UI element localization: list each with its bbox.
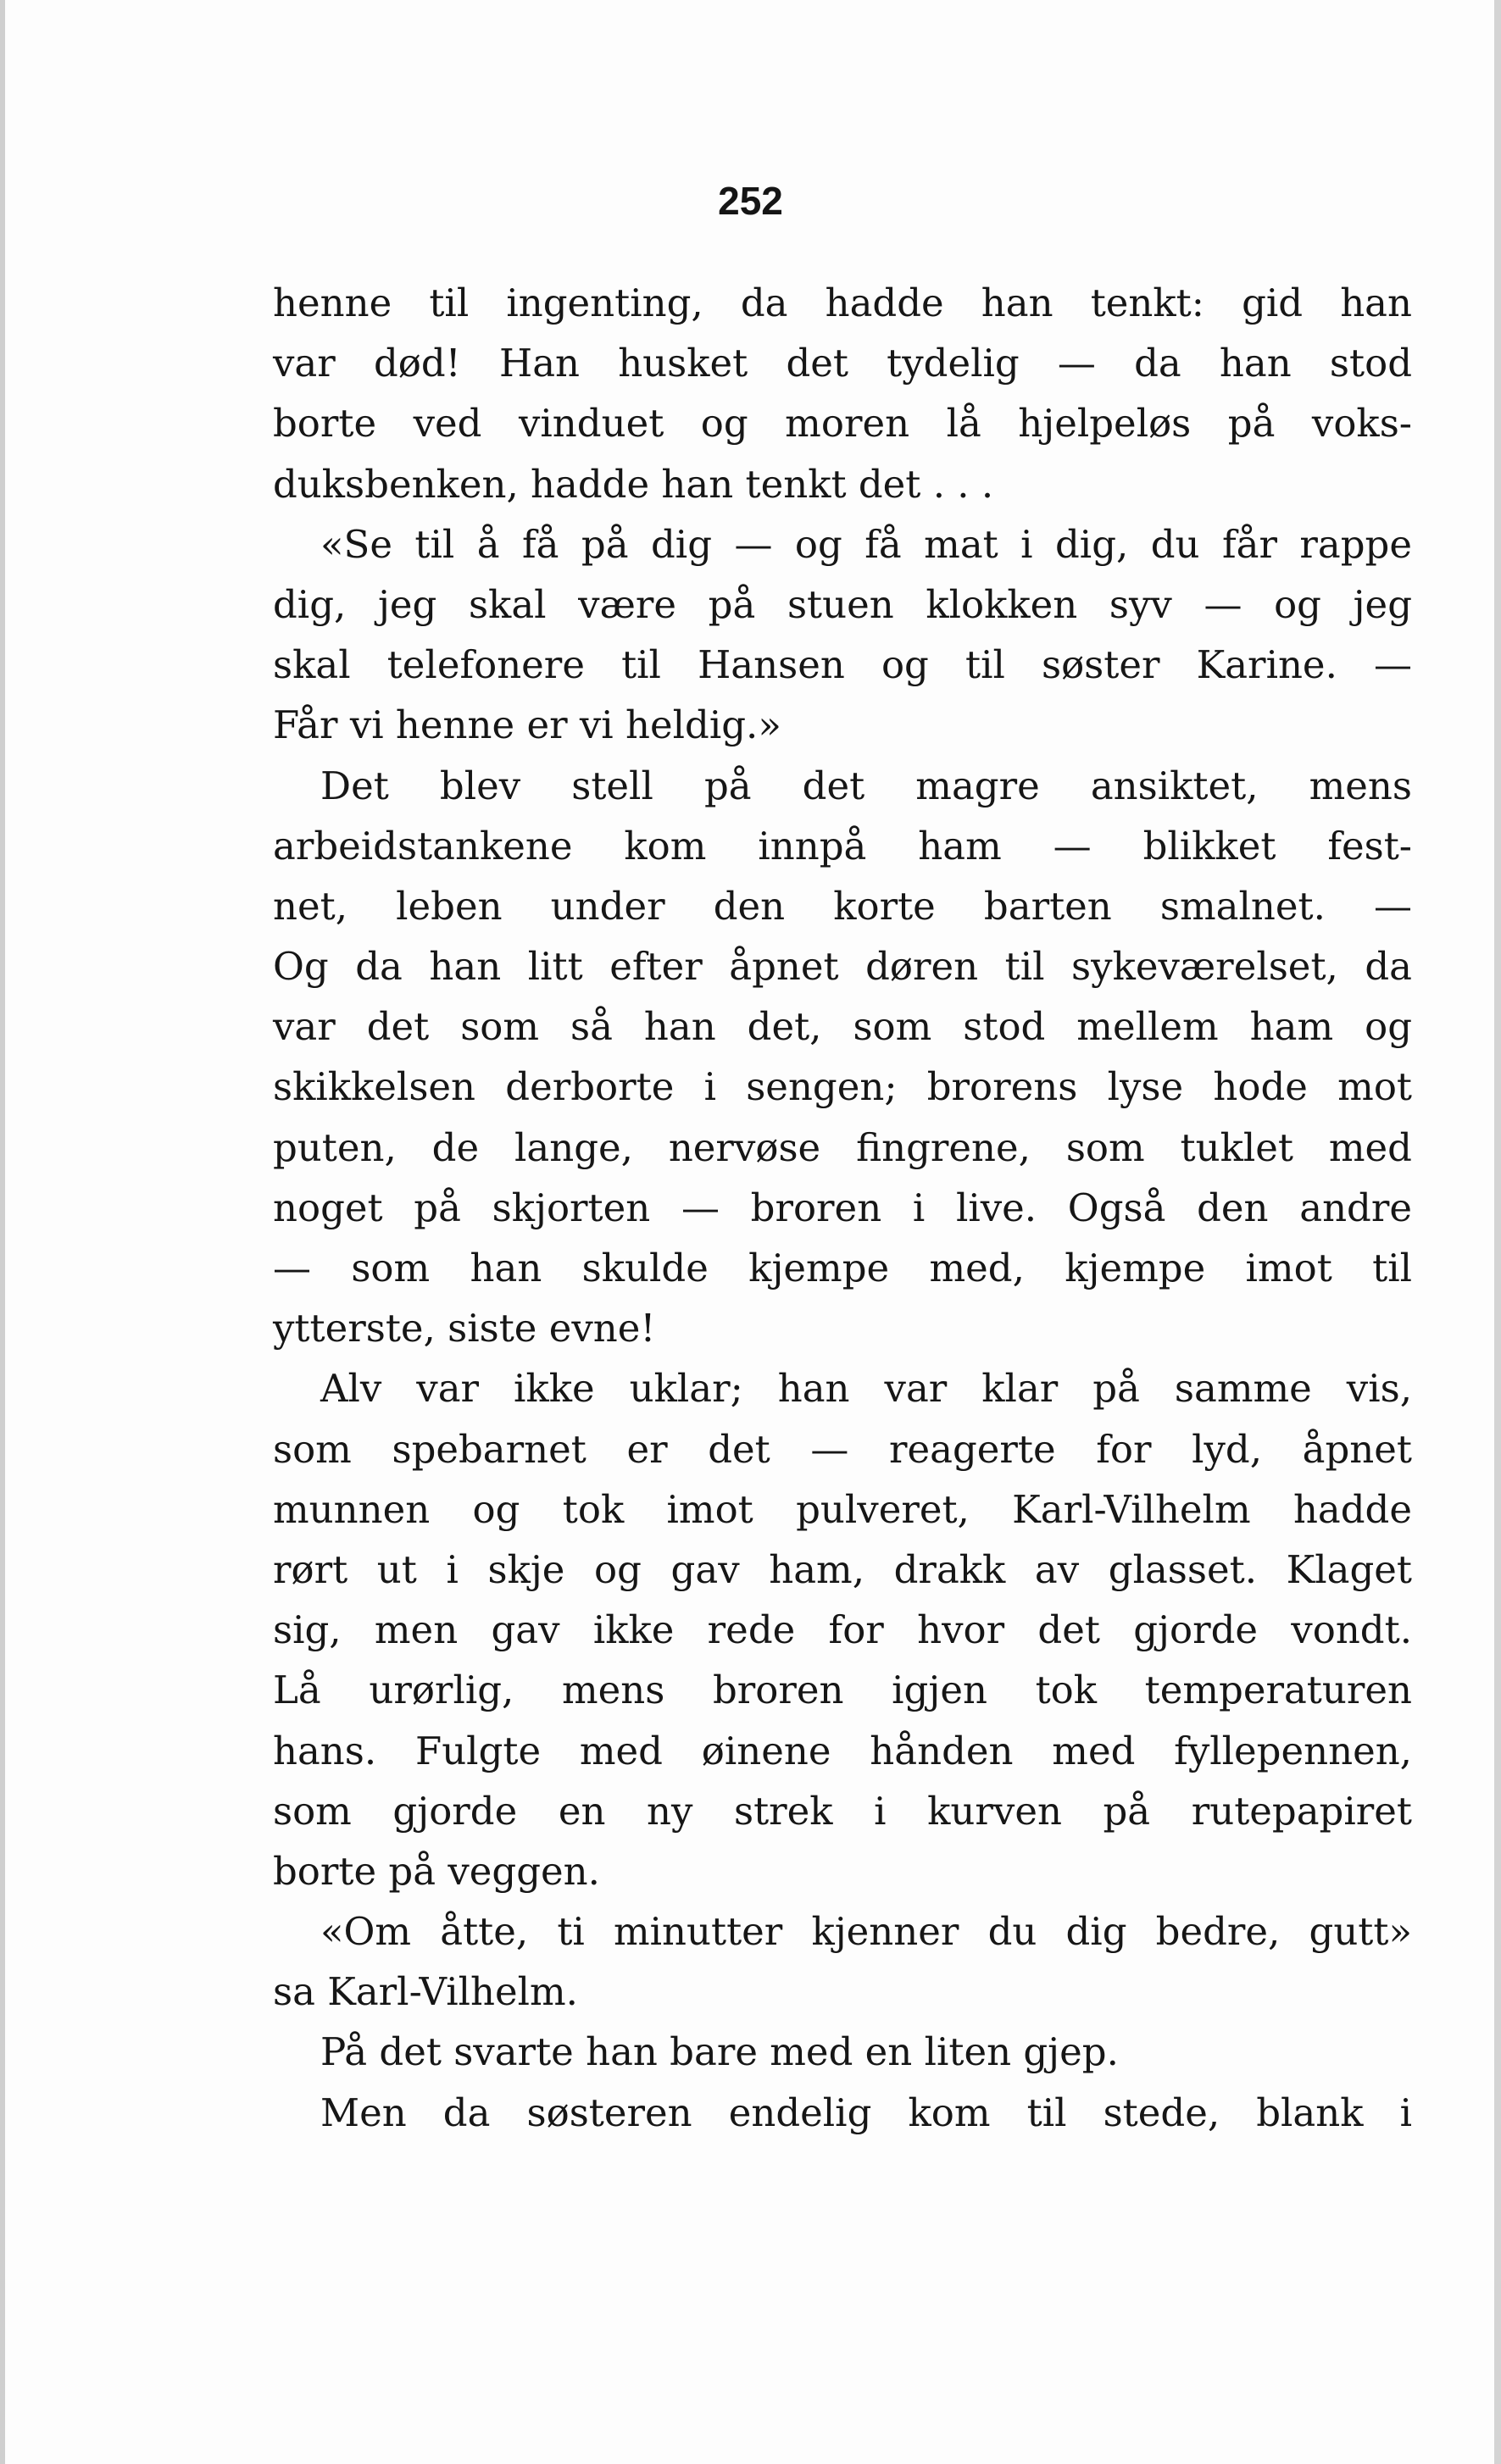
text-line: Lå urørlig, mens broren igjen tok temperaturen	[273, 1668, 1412, 1713]
text-line: var det som så han det, som stod mellem ham og	[273, 1004, 1412, 1050]
text-line: «Om åtte, ti minutter kjenner du dig bedre, gutt»	[320, 1909, 1412, 1955]
text-line: skal telefonere til Hansen og til søster Karine. —	[273, 642, 1412, 688]
text-line: Alv var ikke uklar; han var klar på samme vis,	[320, 1366, 1412, 1412]
page-edge-right	[1494, 0, 1501, 2464]
text-line: noget på skjorten — broren i live. Også den andre	[273, 1185, 1412, 1230]
text-line: ytterste, siste evne!	[273, 1306, 656, 1351]
text-line: sig, men gav ikke rede for hvor det gjorde vondt.	[273, 1607, 1412, 1653]
text-line: Og da han litt efter åpnet døren til sykeværelset, da	[273, 944, 1412, 990]
text-line: rørt ut i skje og gav ham, drakk av glasset. Klaget	[273, 1546, 1412, 1592]
page-number: 252	[718, 179, 783, 223]
text-line: — som han skulde kjempe med, kjempe imot til	[273, 1246, 1412, 1290]
text-line: borte ved vinduet og moren lå hjelpeløs på voks-	[273, 401, 1412, 447]
text-line: Får vi henne er vi heldig.»	[273, 702, 781, 748]
text-line: som spebarnet er det — reagerte for lyd, åpnet	[273, 1426, 1412, 1472]
body-text	[273, 273, 1412, 2143]
text-line: sa Karl-Vilhelm.	[273, 1969, 578, 2015]
text-line: arbeidstankene kom innpå ham — blikket fest-	[273, 823, 1412, 869]
text-line: puten, de lange, nervøse fingrene, som tuklet med	[273, 1124, 1412, 1170]
text-line: dig, jeg skal være på stuen klokken syv — og jeg	[273, 581, 1412, 627]
text-line: net, leben under den korte barten smalnet. —	[273, 883, 1412, 929]
text-line: hans. Fulgte med øinene hånden med fyllepennen,	[273, 1728, 1412, 1773]
text-line: duksbenken, hadde han tenkt det . . .	[273, 461, 994, 507]
text-line: Det blev stell på det magre ansiktet, mens	[320, 763, 1412, 808]
text-line: som gjorde en ny strek i kurven på rutepapiret	[273, 1788, 1412, 1834]
text-line: skikkelsen derborte i sengen; brorens lyse hode mot	[273, 1064, 1412, 1110]
text-line: borte på veggen.	[273, 1848, 600, 1894]
page-edge-left	[0, 0, 5, 2464]
text-line: «Se til å få på dig — og få mat i dig, du får rappe	[320, 521, 1412, 567]
text-line: munnen og tok imot pulveret, Karl-Vilhelm hadde	[273, 1486, 1412, 1532]
text-line: Men da søsteren endelig kom til stede, blank i	[320, 2089, 1412, 2135]
text-line: På det svarte han bare med en liten gjep.	[320, 2029, 1119, 2075]
text-line: var død! Han husket det tydelig — da han stod	[273, 341, 1412, 386]
text-line: henne til ingenting, da hadde han tenkt: gid han	[273, 280, 1412, 325]
